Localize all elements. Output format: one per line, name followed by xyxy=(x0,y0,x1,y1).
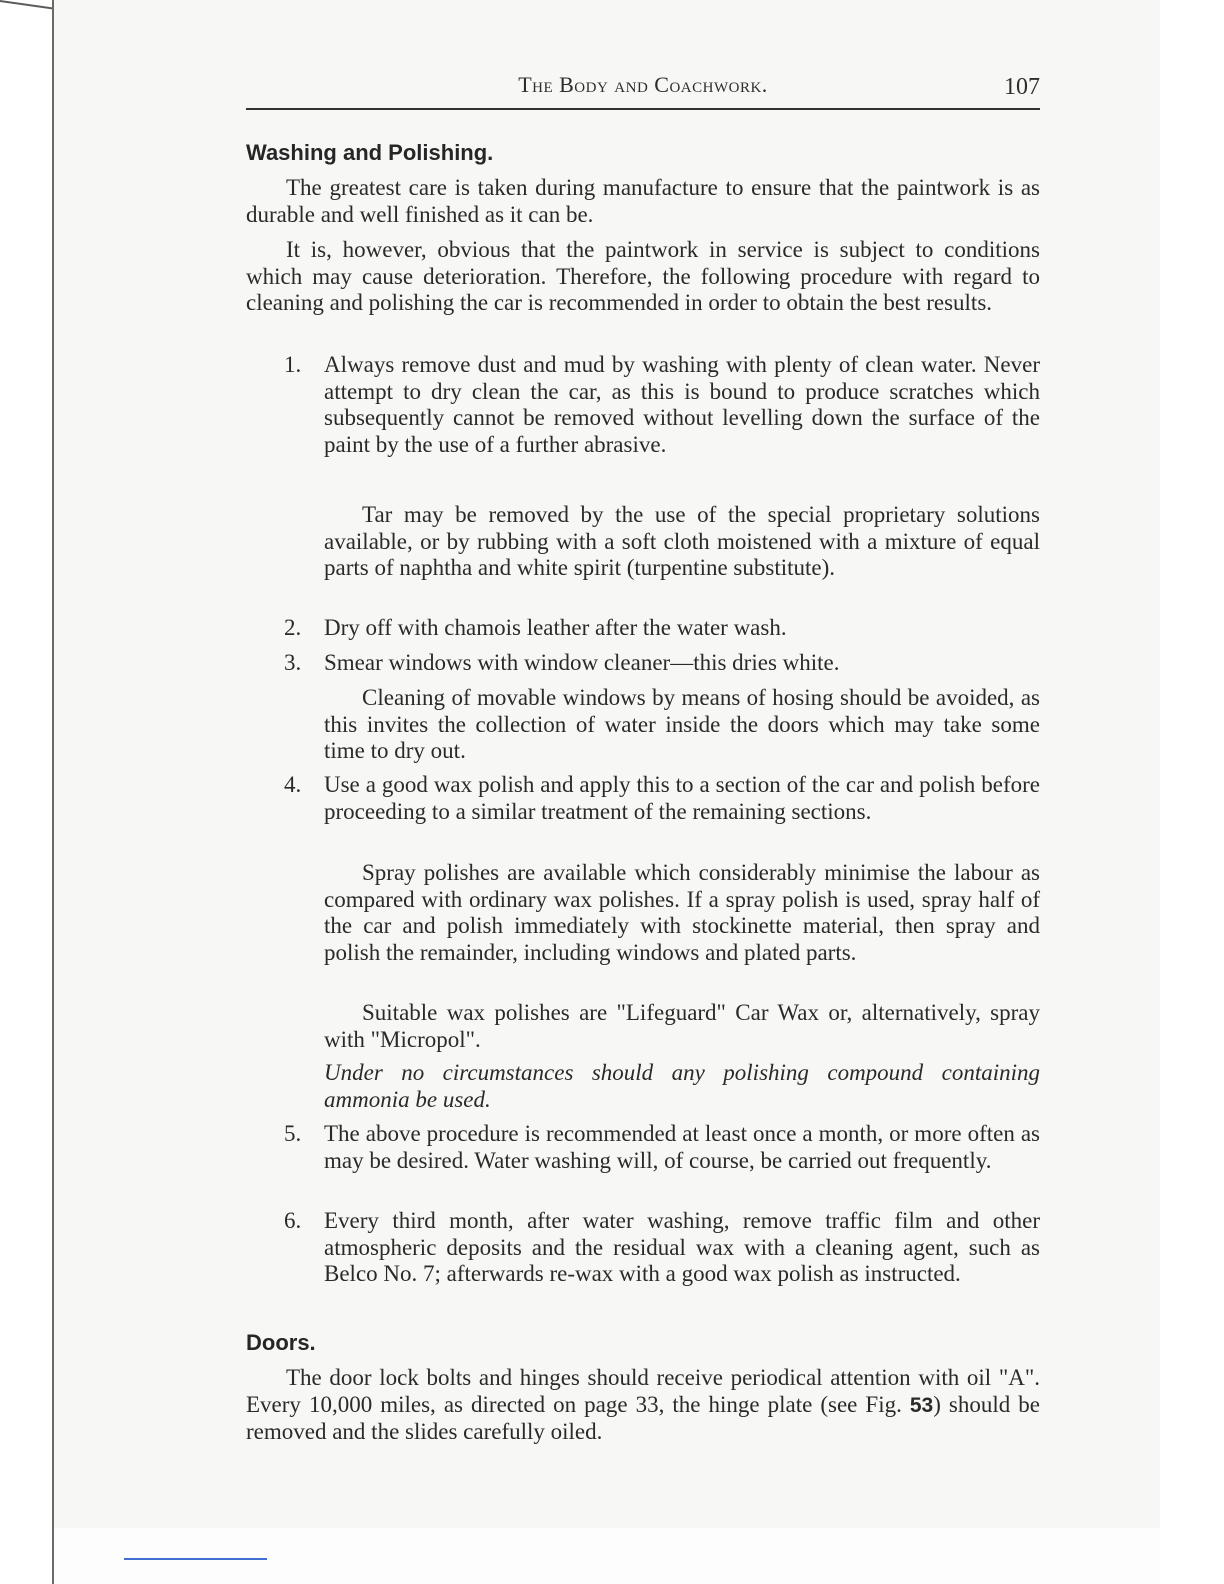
warning-note: Under no circumstances should any polishing compound containing ammonia be used. xyxy=(324,1060,1040,1112)
page-number: 107 xyxy=(1004,74,1040,100)
section-heading-washing: Washing and Polishing. xyxy=(246,140,494,165)
scan-margin-left xyxy=(0,0,52,1584)
scan-margin-bottom xyxy=(54,1528,1160,1584)
item-number: 5. xyxy=(284,1121,302,1146)
item-note: Spray polishes are available which considerably minimise the labour as compared with ordinary wax polishes. If a spray polish is used, spray half of the car and polish immediately with stockinette material, then spray and polish the remainder, including windows and plated parts. xyxy=(324,860,1040,965)
item-number: 4. xyxy=(284,772,302,797)
item-text: The above procedure is recommended at least once a month, or more often as may be desired. Water washing will, of course, be carried out frequently. xyxy=(324,1121,1040,1173)
item-text: Smear windows with window cleaner—this dries white. xyxy=(324,650,840,675)
running-title: The Body and Coachwork. xyxy=(518,72,768,97)
item-text: Use a good wax polish and apply this to a section of the car and polish before proceeding to a similar treatment of the remaining sections. xyxy=(324,772,1040,824)
item-text: Always remove dust and mud by washing with plenty of clean water. Never attempt to dry clean the car, as this is bound to produce scratches which subsequently cannot be removed without levelling down the surface of the paint by the use of a further abrasive. xyxy=(324,352,1040,457)
item-number: 3. xyxy=(284,650,302,675)
item-number: 2. xyxy=(284,615,302,640)
intro-paragraph-2: It is, however, obvious that the paintwork in service is subject to conditions which may cause deterioration. Therefore, the following procedure with regard to cleaning and polishing the car is recommended in order to obtain the best results. xyxy=(246,237,1040,315)
doors-text-after: ) should be removed and the slides carefully oiled. xyxy=(246,1391,1040,1444)
blue-underline-mark xyxy=(124,1558,267,1560)
intro-paragraph-1: The greatest care is taken during manufacture to ensure that the paintwork is as durable and well finished as it can be. xyxy=(246,175,1040,227)
item-note: Suitable wax polishes are "Lifeguard" Car Wax or, alternatively, spray with "Micropol". xyxy=(324,1000,1040,1052)
scan-margin-right xyxy=(1160,0,1224,1584)
figure-reference: 53 xyxy=(909,1393,934,1417)
doors-text-before: The door lock bolts and hinges should receive periodical attention with oil "A". Every 10,000 miles, as directed on page 33, the hinge plate (see Fig. xyxy=(246,1365,1040,1417)
section-heading-doors: Doors. xyxy=(246,1330,316,1355)
item-number: 6. xyxy=(284,1208,302,1233)
running-header xyxy=(246,72,1040,110)
item-text: Dry off with chamois leather after the water wash. xyxy=(324,615,787,640)
doors-paragraph xyxy=(246,1365,1040,1446)
item-text: Every third month, after water washing, remove traffic film and other atmospheric deposits and the residual wax with a cleaning agent, such as Belco No. 7; afterwards re-wax with a good wax polish as instructed. xyxy=(324,1208,1040,1286)
item-number: 1. xyxy=(284,352,302,377)
item-note: Tar may be removed by the use of the special proprietary solutions available, or by rubbing with a soft cloth moistened with a mixture of equal parts of naphtha and white spirit (turpentine substitute). xyxy=(324,502,1040,580)
item-note: Cleaning of movable windows by means of hosing should be avoided, as this invites the collection of water inside the doors which may take some time to dry out. xyxy=(324,685,1040,763)
